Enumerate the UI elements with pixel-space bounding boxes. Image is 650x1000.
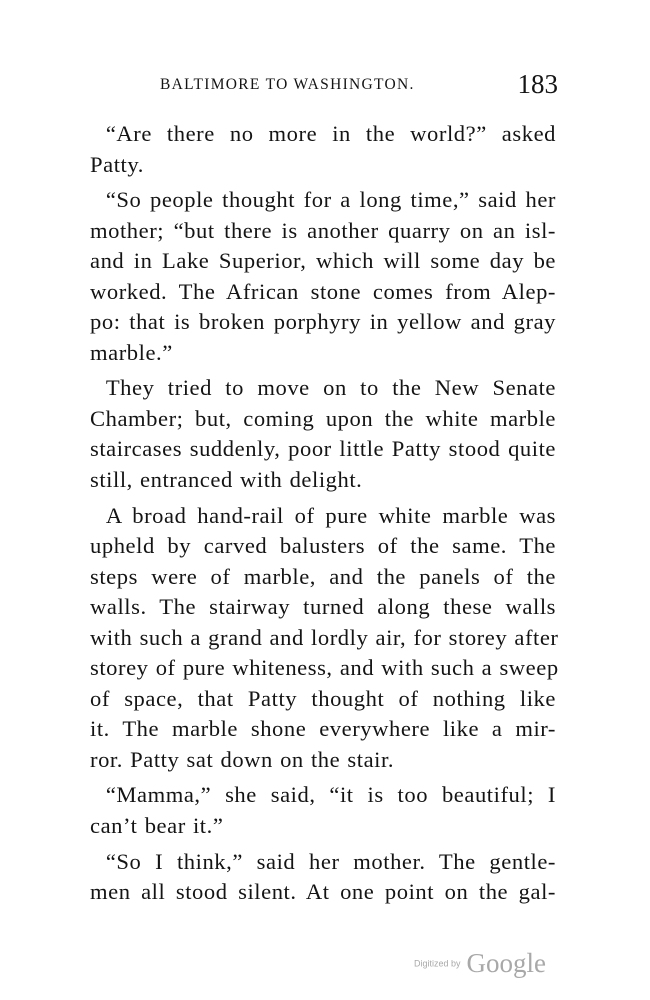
text-line: of space, that Patty thought of nothing like <box>90 685 556 711</box>
text-line: mother; “but there is another quarry on an isl- <box>90 217 556 243</box>
text-line: storey of pure whiteness, and with such a sweep <box>90 655 559 681</box>
text-line: still, entranced with delight. <box>90 467 363 493</box>
text-line: men all stood silent. At one point on the gal- <box>90 879 556 905</box>
text-line: A broad hand-rail of pure white marble was <box>105 502 556 528</box>
text-line: “So I think,” said her mother. The gentle- <box>105 848 556 874</box>
page-number: 183 <box>517 69 558 99</box>
text-line: and in Lake Superior, which will some day be <box>90 248 556 274</box>
text-line: Patty. <box>90 151 144 177</box>
text-line: steps were of marble, and the panels of the <box>90 563 556 589</box>
text-line: worked. The African stone comes from Alep- <box>90 278 556 304</box>
text-line: with such a grand and lordly air, for storey after <box>90 624 559 650</box>
running-head: BALTIMORE TO WASHINGTON. <box>160 76 415 93</box>
text-line: Chamber; but, coming upon the white marble <box>90 405 556 431</box>
digitized-watermark <box>414 948 546 978</box>
body-text <box>90 119 559 908</box>
text-line: “Mamma,” she said, “it is too beautiful; I <box>105 782 556 808</box>
text-line: “Are there no more in the world?” asked <box>105 121 556 146</box>
text-line: marble.” <box>90 339 173 365</box>
page-header <box>90 66 558 106</box>
text-line: They tried to move on to the New Senate <box>105 375 556 401</box>
text-line: it. The marble shone everywhere like a mir- <box>90 716 556 742</box>
google-logo: Google <box>466 948 547 978</box>
text-line: “So people thought for a long time,” said her <box>105 187 556 213</box>
text-line: po: that is broken porphyry in yellow and gray <box>90 309 556 335</box>
text-line: staircases suddenly, poor little Patty stood quite <box>90 436 556 462</box>
digitized-label: Digitized by <box>414 958 461 969</box>
text-line: ror. Patty sat down on the stair. <box>90 746 395 772</box>
text-line: can’t bear it.” <box>90 813 224 839</box>
text-line: walls. The stairway turned along these walls <box>90 594 556 620</box>
text-line: upheld by carved balusters of the same. The <box>90 533 556 559</box>
